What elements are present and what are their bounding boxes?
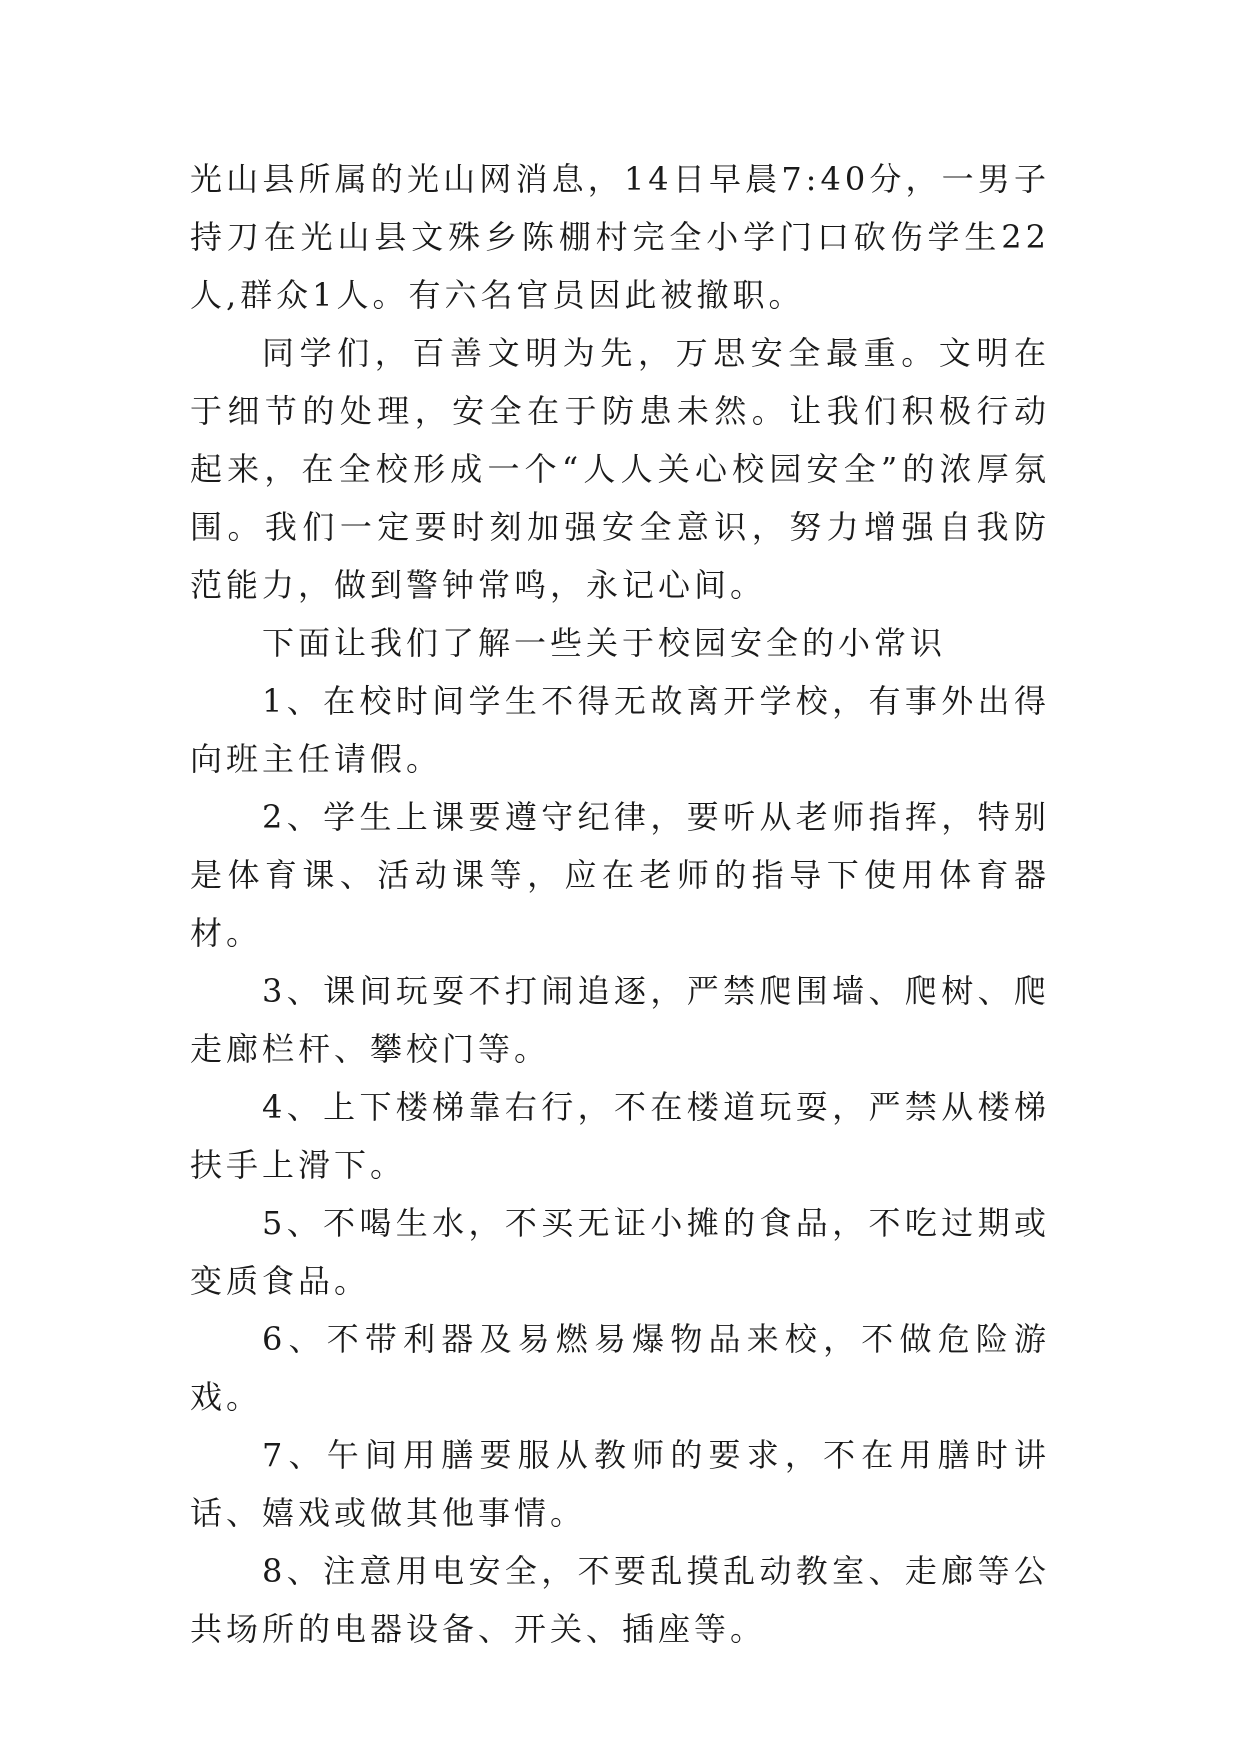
- paragraph-intro: 下面让我们了解一些关于校园安全的小常识: [262, 624, 947, 662]
- list-item-rule-7: 7、午间用膳要服从教师的要求，不在用膳时讲话、嬉戏或做其他事情。: [190, 1436, 1050, 1532]
- list-item-rule-8: 8、注意用电安全，不要乱摸乱动教室、走廊等公共场所的电器设备、开关、插座等。: [190, 1552, 1050, 1648]
- paragraph-news: 光山县所属的光山网消息，14日早晨7:40分，一男子持刀在光山县文殊乡陈棚村完全小学门口砍伤学生22人,群众1人。有六名官员因此被撤职。: [190, 160, 1050, 314]
- list-item-rule-1: 1、在校时间学生不得无故离开学校，有事外出得向班主任请假。: [190, 682, 1050, 778]
- list-item-rule-5: 5、不喝生水，不买无证小摊的食品，不吃过期或变质食品。: [190, 1204, 1050, 1300]
- list-item-rule-3: 3、课间玩耍不打闹追逐，严禁爬围墙、爬树、爬走廊栏杆、攀校门等。: [190, 972, 1050, 1068]
- paragraph-appeal: 同学们，百善文明为先，万思安全最重。文明在于细节的处理，安全在于防患未然。让我们积极行动起来，在全校形成一个“人人关心校园安全”的浓厚氛围。我们一定要时刻加强安全意识，努力增强自我防范能力，做到警钟常鸣，永记心间。: [190, 334, 1050, 604]
- list-item-rule-2: 2、学生上课要遵守纪律，要听从老师指挥，特别是体育课、活动课等，应在老师的指导下使用体育器材。: [190, 798, 1050, 952]
- list-item-rule-6: 6、不带利器及易燃易爆物品来校，不做危险游戏。: [190, 1320, 1050, 1416]
- list-item-rule-4: 4、上下楼梯靠右行，不在楼道玩耍，严禁从楼梯扶手上滑下。: [190, 1088, 1050, 1184]
- document-page: [190, 150, 1050, 1658]
